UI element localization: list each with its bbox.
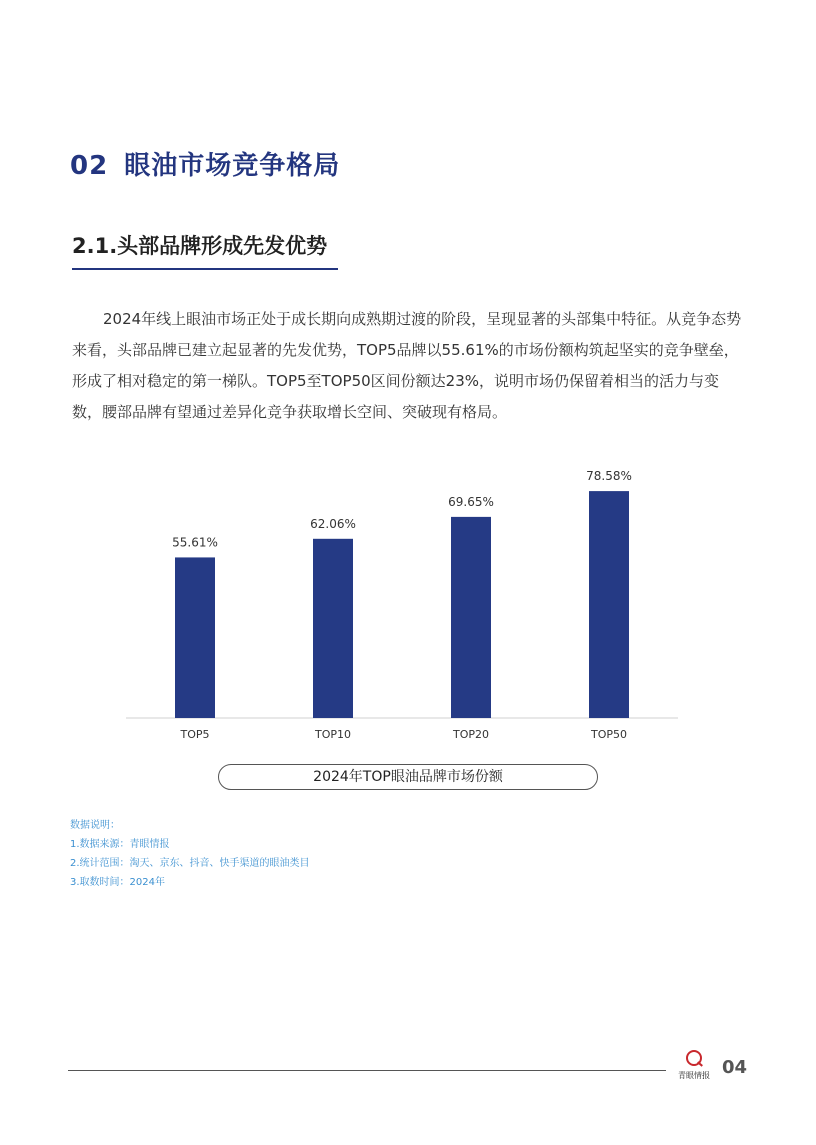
data-label: 78.58%	[586, 469, 632, 484]
bar-top5	[175, 557, 215, 718]
brand-logo-text: 青眼情报	[678, 1071, 710, 1080]
chart-caption: 2024年TOP眼油品牌市场份额	[218, 764, 598, 790]
section-number: 02	[70, 151, 109, 181]
data-label: 62.06%	[310, 516, 356, 531]
data-notes	[70, 816, 310, 892]
data-label: 69.65%	[448, 494, 494, 509]
x-tick-label: TOP20	[452, 728, 490, 741]
note-item: 3.取数时间：2024年	[70, 877, 165, 888]
brand-logo	[672, 1050, 716, 1086]
x-tick-label: TOP50	[590, 728, 628, 741]
section-title	[70, 145, 340, 182]
footer-divider	[68, 1070, 666, 1071]
data-label: 55.61%	[172, 535, 218, 550]
note-item: 1.数据来源：青眼情报	[70, 839, 170, 850]
body-paragraph: 2024年线上眼油市场正处于成长期向成熟期过渡的阶段，呈现显著的头部集中特征。从竞争态势来看，头部品牌已建立起显著的先发优势，TOP5品牌以55.61%的市场份额构筑起坚实的竞争壁垒，形成了相对稳定的第一梯队。TOP5至TOP50区间份额达23%，说明市场仍保留着相当的活力与变数，腰部品牌有望通过差异化竞争获取增长空间、突破现有格局。	[72, 310, 742, 421]
note-item: 2.统计范围：淘天、京东、抖音、快手渠道的眼油类目	[70, 858, 310, 869]
bar-top10	[313, 539, 353, 718]
section-title-text: 眼油市场竞争格局	[124, 151, 341, 181]
x-tick-label: TOP5	[180, 728, 210, 741]
x-tick-label: TOP10	[314, 728, 352, 741]
page-number: 04	[722, 1057, 748, 1078]
bar-top20	[451, 517, 491, 718]
bar-top50	[589, 491, 629, 718]
subsection-title: 2.1.头部品牌形成先发优势	[72, 234, 328, 258]
bar-chart	[0, 462, 816, 752]
subsection-underline	[72, 268, 338, 270]
notes-heading: 数据说明：	[70, 820, 120, 831]
